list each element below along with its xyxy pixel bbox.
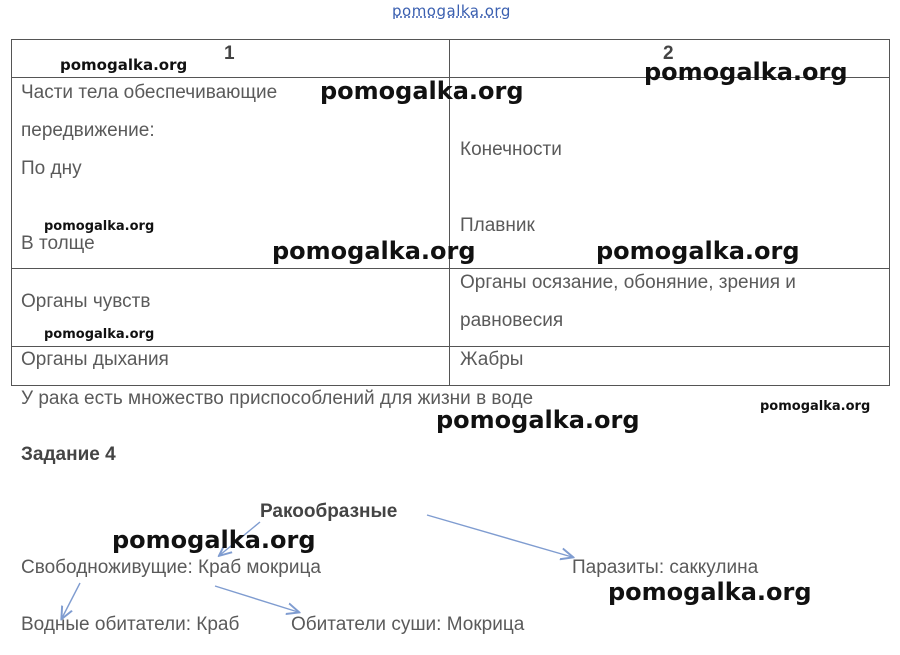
watermark: pomogalka.org bbox=[44, 219, 155, 234]
arrow-to-terrestrial bbox=[215, 586, 298, 612]
breathing-organs-label: Органы дыхания bbox=[21, 349, 169, 370]
on-bottom-label: По дну bbox=[21, 158, 82, 179]
conclusion-text: У рака есть множество приспособлений для жизни в воде bbox=[21, 388, 534, 409]
in-water-column-label: В толще bbox=[21, 233, 95, 254]
diagram-root-crustaceans: Ракообразные bbox=[260, 501, 398, 522]
breathing-organs-value: Жабры bbox=[460, 349, 524, 370]
movement-parts-label-line1: Части тела обеспечивающие bbox=[21, 82, 278, 103]
diagram-free-living: Свободноживущие: Краб мокрица bbox=[21, 557, 321, 578]
movement-parts-label-line2: передвижение: bbox=[21, 120, 155, 141]
column-2-header: 2 bbox=[663, 43, 674, 64]
arrow-to-aquatic bbox=[62, 583, 80, 618]
diagram-aquatic: Водные обитатели: Краб bbox=[21, 614, 240, 635]
watermark: pomogalka.org bbox=[44, 327, 155, 342]
watermark: pomogalka.org bbox=[760, 399, 871, 414]
watermark: pomogalka.org bbox=[272, 237, 476, 265]
arrow-to-parasites bbox=[427, 515, 572, 557]
watermark: pomogalka.org bbox=[320, 77, 524, 105]
task-title: Задание 4 bbox=[21, 444, 116, 465]
watermark: pomogalka.org bbox=[436, 406, 640, 434]
column-1-header: 1 bbox=[224, 43, 235, 64]
sense-organs-value-line1: Органы осязание, обоняние, зрения и bbox=[460, 272, 796, 293]
watermark: pomogalka.org bbox=[644, 58, 848, 86]
fin-value: Плавник bbox=[460, 215, 535, 236]
watermark: pomogalka.org bbox=[608, 578, 812, 606]
watermark-top[interactable]: pomogalka.org bbox=[392, 2, 511, 20]
watermark: pomogalka.org bbox=[596, 237, 800, 265]
sense-organs-value-line2: равновесия bbox=[460, 310, 564, 331]
limbs-value: Конечности bbox=[460, 139, 562, 160]
diagram-terrestrial: Обитатели суши: Мокрица bbox=[291, 614, 525, 635]
watermark: pomogalka.org bbox=[112, 526, 316, 554]
watermark: pomogalka.org bbox=[60, 56, 188, 74]
diagram-parasites: Паразиты: саккулина bbox=[572, 557, 759, 578]
sense-organs-label: Органы чувств bbox=[21, 291, 151, 312]
